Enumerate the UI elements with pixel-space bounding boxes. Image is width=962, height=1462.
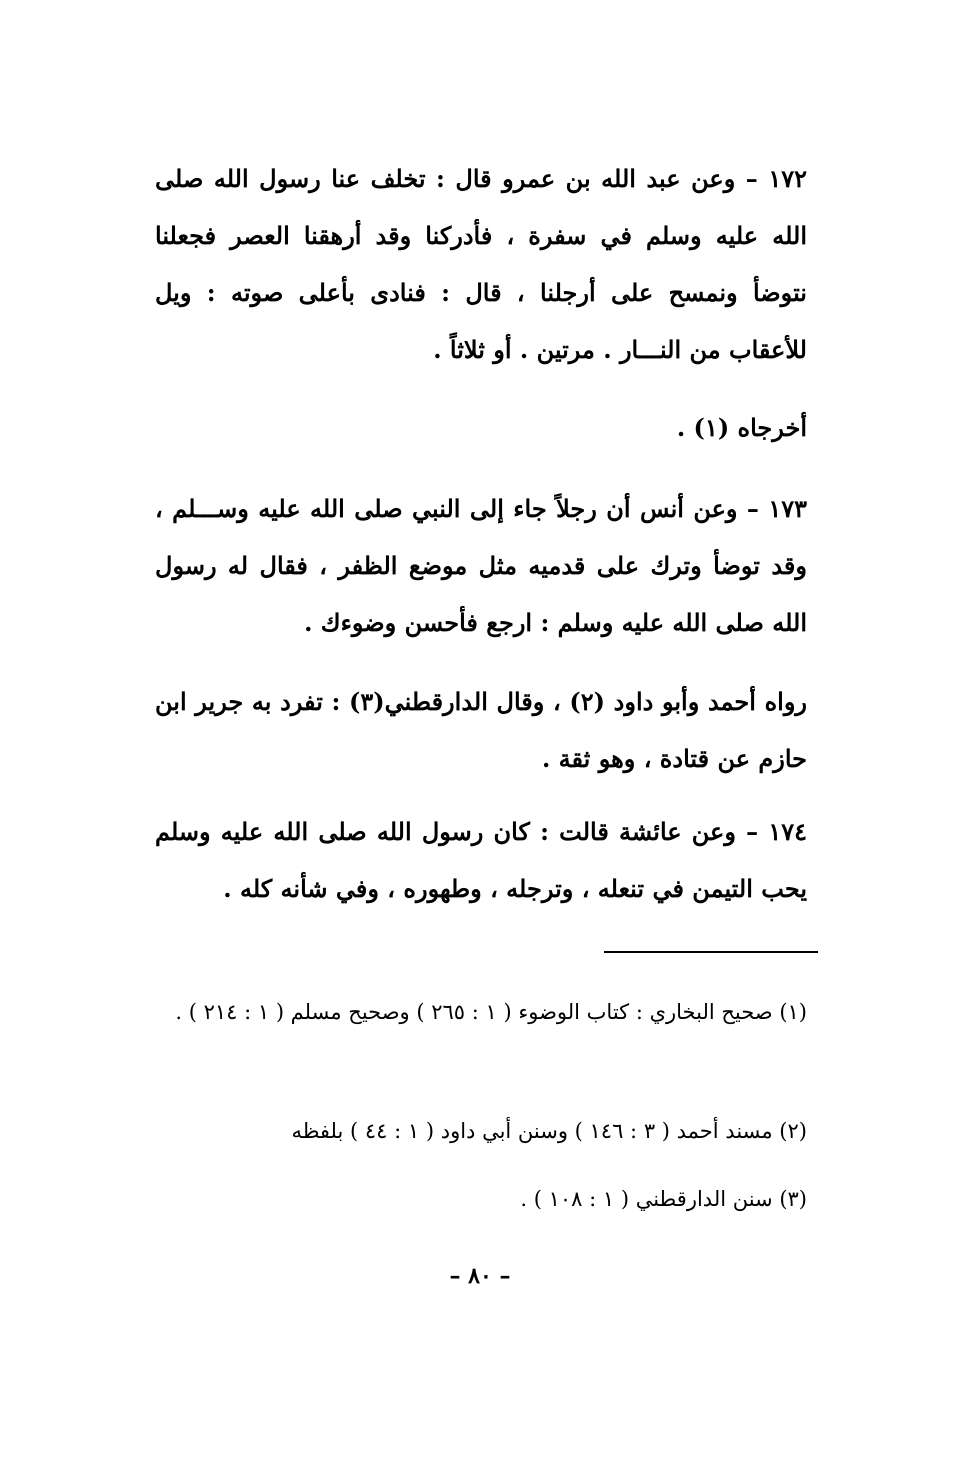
hadith-172-source: أخرجاه (١) . [676, 413, 807, 442]
hadith-172-paragraph: ١٧٢ – وعن عبد الله بن عمرو قال : تخلف عنا رسول الله صلى الله عليه وسلم في سفرة ، فأدركنا وقد أرهقنا العصر فجعلنا نتوضأ ونمسح على أرجلنا ، قال : فنادى بأعلى صوته : ويل للأعقاب من النـــار . مرتين . أو ثلاثاً . [155, 164, 807, 364]
hadith-173-source: رواه أحمد وأبو داود (٢) ، وقال الدارقطني(٣) : تفرد به جرير ابن حازم عن قتادة ، وهو ثقة . [155, 687, 808, 773]
hadith-174-paragraph: ١٧٤ – وعن عائشة قالت : كان رسول الله صلى الله عليه وسلم يحب التيمن في تنعله ، وترجله ، وطهوره ، وفي شأنه كله . [155, 817, 807, 903]
footnote-3: (٣) سنن الدارقطني ( ١ : ١٠٨ ) . [520, 1187, 807, 1211]
footnote-1: (١) صحيح البخاري : كتاب الوضوء ( ١ : ٢٦٥ ) وصحيح مسلم ( ١ : ٢١٤ ) . [175, 1000, 807, 1024]
footnote-2: (٢) مسند أحمد ( ٣ : ١٤٦ ) وسنن أبي داود ( ١ : ٤٤ ) بلفظه [291, 1119, 807, 1143]
footnote-divider [604, 951, 818, 953]
page-number: – ٨٠ – [449, 1263, 511, 1289]
hadith-173-paragraph: ١٧٣ – وعن أنس أن رجلاً جاء إلى النبي صلى الله عليه وســـلم ، وقد توضأ وترك على قدميه مثل موضع الظفر ، فقال له رسول الله صلى الله عليه وسلم : ارجع فأحسن وضوءك . [155, 494, 807, 637]
